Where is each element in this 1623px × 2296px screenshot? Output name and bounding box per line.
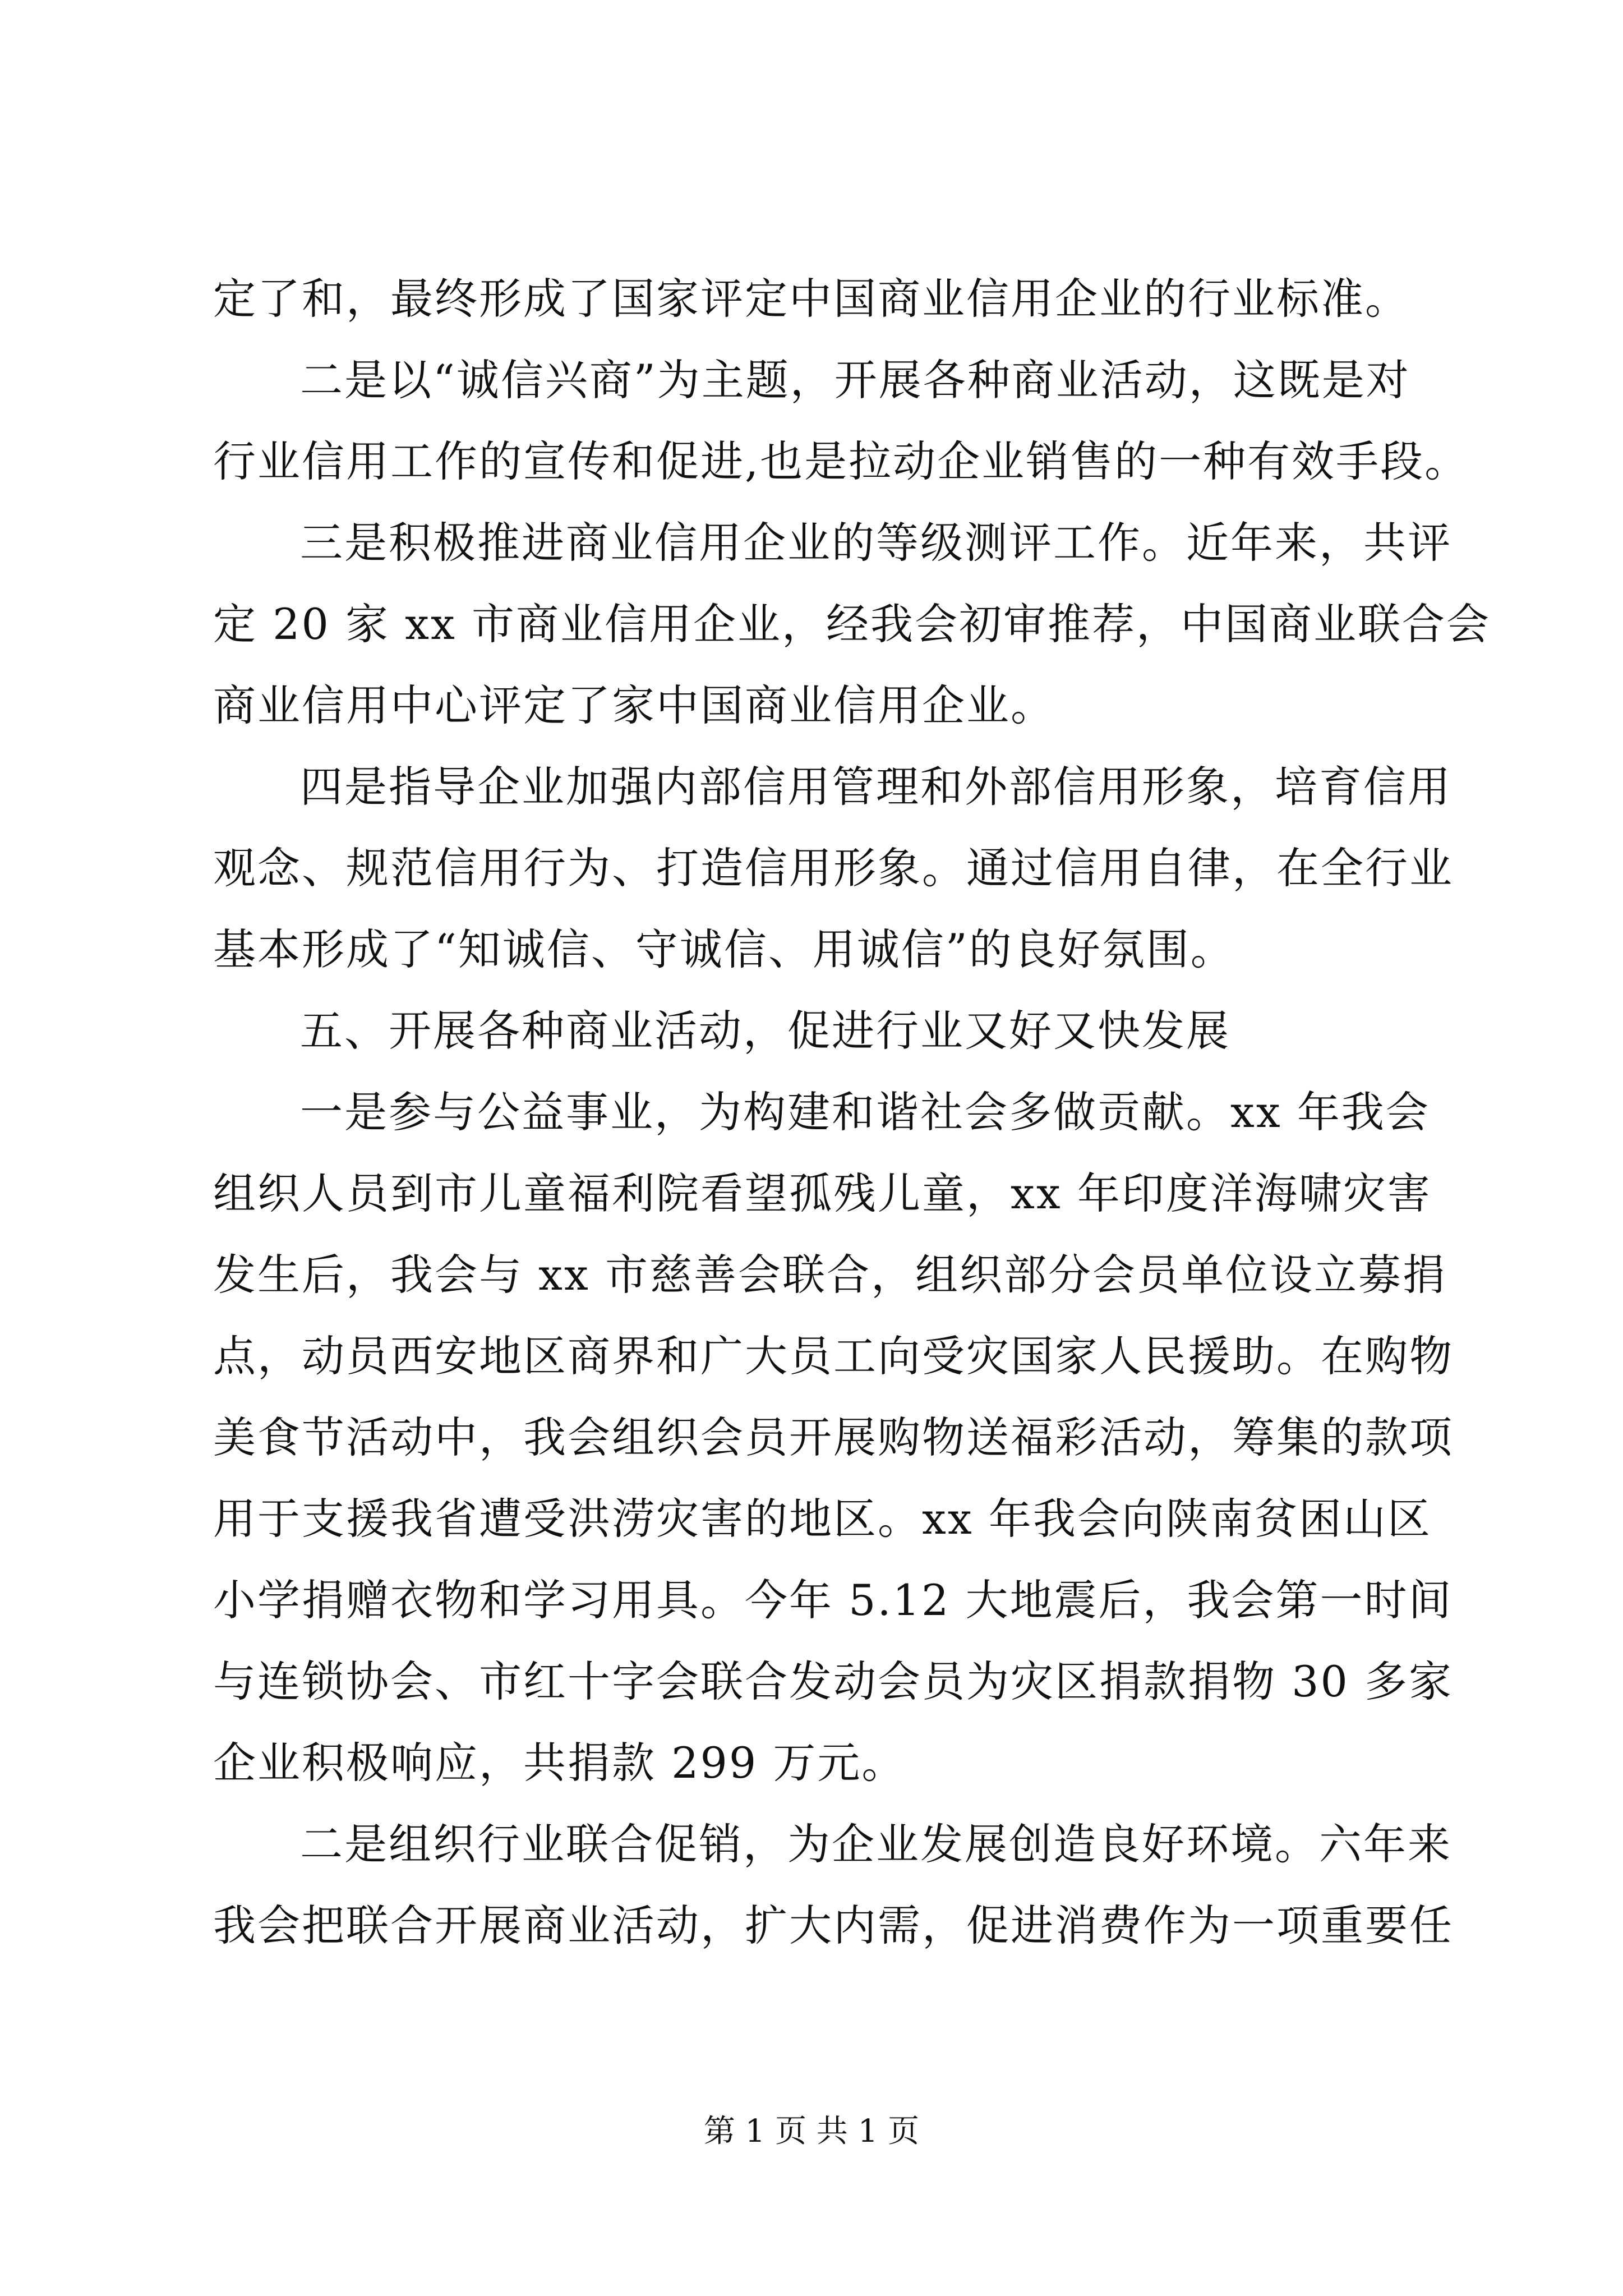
- text-line: 小学捐赠衣物和学习用具。今年 5.12 大地震后，我会第一时间: [213, 1575, 1453, 1625]
- text-line: 美食节活动中，我会组织会员开展购物送福彩活动，筹集的款项: [213, 1412, 1454, 1462]
- section-heading: 五、开展各种商业活动，促进行业又好又快发展: [300, 1006, 1230, 1056]
- text-line: 我会把联合开展商业活动，扩大内需，促进消费作为一项重要任: [213, 1901, 1454, 1950]
- text-line: 发生后，我会与 xx 市慈善会联合，组织部分会员单位设立募捐: [213, 1250, 1447, 1300]
- text-line: 基本形成了“知诚信、守诚信、用诚信”的良好氛围。: [213, 924, 1235, 974]
- text-line: 二是组织行业联合促销，为企业发展创造良好环境。六年来: [300, 1819, 1452, 1869]
- text-line: 商业信用中心评定了家中国商业信用企业。: [213, 680, 1055, 730]
- text-line: 点，动员西安地区商界和广大员工向受灾国家人民援助。在购物: [213, 1331, 1454, 1381]
- text-line: 定了和，最终形成了国家评定中国商业信用企业的行业标准。: [213, 274, 1409, 324]
- text-line: 行业信用工作的宣传和促进,也是拉动企业销售的一种有效手段。: [213, 436, 1469, 486]
- text-line: 四是指导企业加强内部信用管理和外部信用形象，培育信用: [300, 762, 1452, 812]
- text-line: 一是参与公益事业，为构建和谐社会多做贡献。xx 年我会: [300, 1087, 1430, 1137]
- page-number-label: 第 1 页 共 1 页: [703, 2113, 920, 2150]
- text-line: 用于支援我省遭受洪涝灾害的地区。xx 年我会向陕南贫困山区: [213, 1494, 1432, 1544]
- text-line: 定 20 家 xx 市商业信用企业，经我会初审推荐，中国商业联合会: [213, 599, 1491, 649]
- text-line: 观念、规范信用行为、打造信用形象。通过信用自律，在全行业: [213, 843, 1454, 893]
- text-line: 三是积极推进商业信用企业的等级测评工作。近年来，共评: [300, 518, 1452, 568]
- page-footer: [0, 2109, 1623, 2154]
- text-line: 二是以“诚信兴商”为主题，开展各种商业活动，这既是对: [300, 355, 1410, 405]
- text-line: 组织人员到市儿童福利院看望孤残儿童，xx 年印度洋海啸灾害: [213, 1168, 1432, 1218]
- text-line: 与连锁协会、市红十字会联合发动会员为灾区捐款捐物 30 多家: [213, 1657, 1454, 1706]
- document-body: [213, 258, 1491, 1966]
- text-line: 企业积极响应，共捐款 299 万元。: [213, 1738, 906, 1788]
